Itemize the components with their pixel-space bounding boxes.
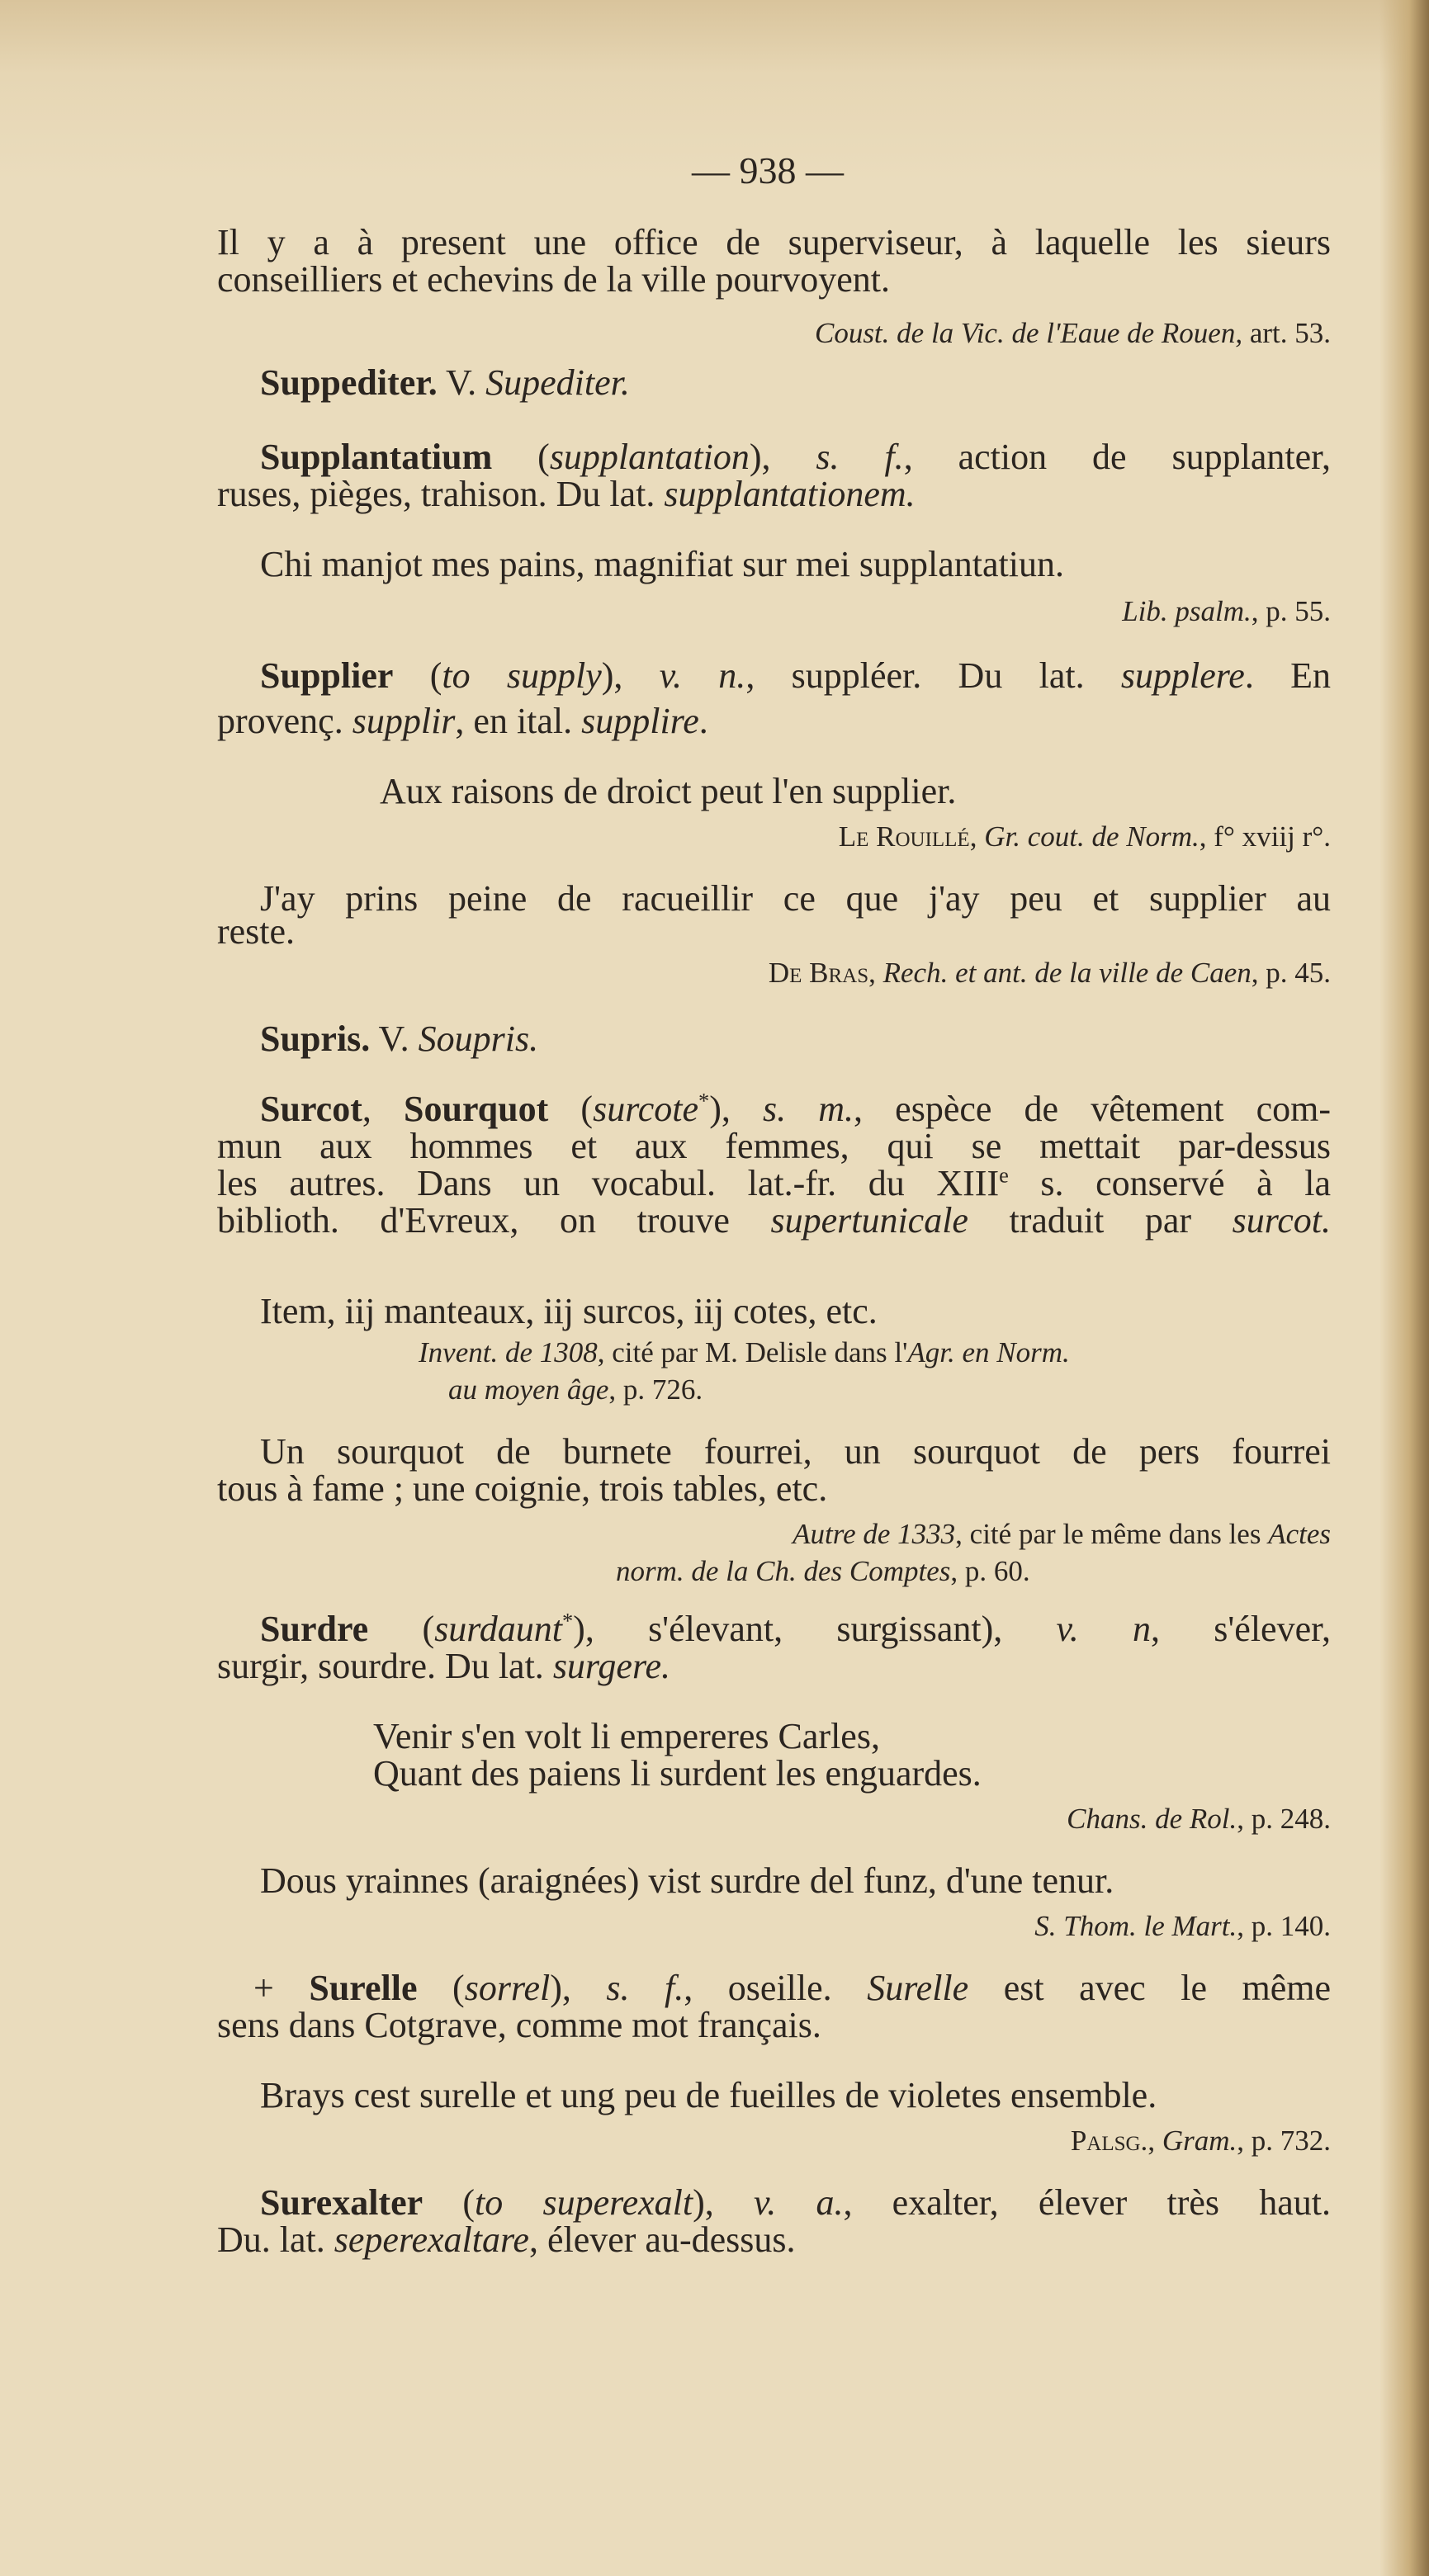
text: les autres. Dans un vocabul. lat.-fr. du XIII bbox=[217, 1163, 1000, 1203]
citation-source: Gram. bbox=[1162, 2125, 1237, 2157]
citation-source: Gr. cout. de Norm. bbox=[984, 820, 1200, 853]
text: , en ital. bbox=[455, 701, 582, 741]
citation bbox=[769, 952, 1331, 995]
text: , bbox=[969, 820, 985, 853]
text-line bbox=[217, 473, 1331, 516]
text: ( bbox=[492, 437, 550, 477]
headword: Supplantatium bbox=[260, 437, 493, 477]
citation bbox=[815, 312, 1331, 355]
text: , p. 45. bbox=[1251, 957, 1331, 989]
citation bbox=[1122, 590, 1331, 633]
text: ( bbox=[423, 2182, 476, 2223]
text: est avec le même bbox=[968, 1968, 1332, 2008]
text: V. bbox=[437, 362, 486, 403]
text: Un sourquot de burnete fourrei, un sourquot de pers fourrei bbox=[260, 1431, 1331, 1472]
text: s. conservé à la bbox=[1008, 1163, 1331, 1203]
text-line bbox=[217, 700, 1331, 743]
quotation bbox=[260, 1290, 878, 1333]
page-binding-shadow bbox=[1379, 0, 1429, 2576]
text: tous à fame ; une coignie, trois tables, etc. bbox=[217, 1468, 828, 1509]
text-line bbox=[217, 1645, 1331, 1688]
etymon: supplere bbox=[1120, 655, 1245, 696]
headword: Sourquot bbox=[404, 1089, 549, 1129]
text: . En bbox=[1244, 655, 1332, 696]
text: , bbox=[1147, 2125, 1162, 2157]
citation-source: au moyen âge bbox=[448, 1373, 609, 1406]
text: Il y a à present une office de superviseur, à laquelle les sieurs bbox=[217, 222, 1331, 262]
headword: Suppediter. bbox=[260, 362, 438, 403]
text: sens dans Cotgrave, comme mot français. bbox=[217, 2005, 821, 2045]
text: Brays cest surelle et ung peu de fueilles de violetes ensemble. bbox=[260, 2075, 1157, 2115]
author: Palsg. bbox=[1070, 2125, 1148, 2157]
text: ), s'élevant, surgissant), bbox=[573, 1609, 1057, 1649]
text: , espèce de vêtement com- bbox=[854, 1089, 1332, 1129]
grammar: s. m. bbox=[762, 1089, 854, 1129]
etymon: surdaunt bbox=[434, 1609, 562, 1649]
text: Venir s'en volt li empereres Carles, bbox=[373, 1716, 880, 1756]
grammar: s. f. bbox=[816, 437, 904, 477]
quotation bbox=[380, 770, 956, 813]
text: , bbox=[362, 1089, 404, 1129]
entry-supplier bbox=[260, 655, 1331, 697]
text: ( bbox=[393, 655, 442, 696]
etymon: supplantationem. bbox=[664, 474, 916, 514]
grammar: v. n bbox=[1056, 1609, 1152, 1649]
text: , f° xviij r°. bbox=[1199, 820, 1331, 853]
text: biblioth. d'Evreux, on trouve bbox=[217, 1200, 771, 1241]
headword: Surelle bbox=[309, 1968, 418, 2008]
text: ), bbox=[749, 437, 816, 477]
citation-source: norm. de la Ch. des Comptes bbox=[616, 1555, 951, 1587]
text: , p. 140. bbox=[1237, 1910, 1331, 1942]
citation-source: Rech. et ant. de la ville de Caen bbox=[882, 957, 1252, 989]
term: supertunicale bbox=[770, 1200, 968, 1241]
text: ), bbox=[550, 1968, 607, 2008]
text: V. bbox=[370, 1019, 419, 1059]
text: traduit par bbox=[968, 1200, 1233, 1241]
text: ), bbox=[601, 655, 660, 696]
citation-source: Lib. psalm. bbox=[1122, 595, 1252, 627]
text: , oseille. bbox=[684, 1968, 868, 2008]
term: surcot. bbox=[1232, 1200, 1331, 1241]
text: provenç. bbox=[217, 701, 353, 741]
citation bbox=[616, 1550, 1030, 1593]
text: Aux raisons de droict peut l'en supplier. bbox=[380, 771, 957, 811]
etymon: supplantation bbox=[549, 437, 750, 477]
etymon: supplir bbox=[352, 701, 456, 741]
text: , cité par M. Delisle dans l' bbox=[597, 1336, 908, 1368]
citation-source: Coust. de la Vic. de l'Eaue de Rouen, bbox=[814, 317, 1243, 349]
text: . bbox=[698, 701, 708, 741]
text: Du. lat. bbox=[217, 2219, 334, 2260]
text: , suppléer. Du lat. bbox=[745, 655, 1121, 696]
text: ), bbox=[693, 2182, 754, 2223]
text: , s'élever, bbox=[1151, 1609, 1332, 1649]
text: Chi manjot mes pains, magnifiat sur mei supplantatiun. bbox=[260, 544, 1064, 584]
citation-source: Chans. de Rol. bbox=[1067, 1803, 1237, 1835]
citation bbox=[1071, 2120, 1331, 2162]
superscript: e bbox=[999, 1162, 1009, 1188]
text: J'ay prins peine de racueillir ce que j'ay peu et supplier au bbox=[260, 878, 1331, 919]
text: Item, iij manteaux, iij surcos, iij cotes, etc. bbox=[260, 1291, 878, 1331]
etymon: sorrel bbox=[464, 1968, 551, 2008]
text: , exalter, élever très haut. bbox=[843, 2182, 1332, 2223]
text-line bbox=[217, 1199, 1331, 1242]
text: reste. bbox=[217, 911, 296, 952]
text: , action de supplanter, bbox=[903, 437, 1331, 477]
text: Dous yrainnes (araignées) vist surdre del funz, d'une tenur. bbox=[260, 1860, 1114, 1901]
etymon: surgere. bbox=[552, 1646, 670, 1686]
etymon: seperexaltare bbox=[334, 2219, 529, 2260]
citation-source: Autre de 1333 bbox=[793, 1518, 956, 1550]
text-line bbox=[217, 2219, 1331, 2262]
text: mun aux hommes et aux femmes, qui se mettait par-dessus bbox=[217, 1126, 1331, 1166]
etymon: supplire bbox=[581, 701, 699, 741]
citation bbox=[1034, 1905, 1331, 1948]
citation-source: Actes bbox=[1268, 1518, 1331, 1550]
quotation bbox=[260, 1860, 1114, 1902]
cross-reference: Supediter. bbox=[485, 362, 630, 403]
text: ), bbox=[709, 1089, 763, 1129]
quotation bbox=[260, 2074, 1157, 2117]
author: De Bras bbox=[768, 957, 869, 989]
text: ( bbox=[368, 1609, 435, 1649]
citation-source: Invent. de 1308 bbox=[419, 1336, 598, 1368]
citation bbox=[839, 815, 1331, 858]
text: , élever au-dessus. bbox=[528, 2219, 796, 2260]
text: art. 53. bbox=[1242, 317, 1331, 349]
page-number: — 938 — bbox=[692, 149, 844, 191]
citation-source: S. Thom. le Mart. bbox=[1034, 1910, 1237, 1942]
entry-suppediter bbox=[260, 362, 630, 404]
headword: Surdre bbox=[260, 1609, 369, 1649]
text: conseilliers et echevins de la ville pourvoyent. bbox=[217, 259, 890, 300]
quotation bbox=[217, 1468, 1331, 1510]
plus-mark: + bbox=[253, 1968, 310, 2008]
cross-reference: Soupris. bbox=[418, 1019, 539, 1059]
text: ruses, pièges, trahison. Du lat. bbox=[217, 474, 665, 514]
text: , p. 732. bbox=[1237, 2125, 1331, 2157]
text: , cité par le même dans les bbox=[955, 1518, 1269, 1550]
text: , p. 248. bbox=[1237, 1803, 1331, 1835]
grammar: s. f. bbox=[606, 1968, 684, 2008]
grammar: v. a. bbox=[753, 2182, 844, 2223]
entry-supris bbox=[260, 1018, 538, 1061]
text: Quant des paiens li surdent les enguardes. bbox=[373, 1753, 982, 1794]
quotation bbox=[217, 910, 1331, 953]
text: , p. 726. bbox=[608, 1373, 703, 1406]
asterisk: * bbox=[561, 1608, 574, 1633]
citation-source: Agr. en Norm. bbox=[907, 1336, 1070, 1368]
grammar: v. n. bbox=[659, 655, 746, 696]
text: ( bbox=[548, 1089, 594, 1129]
headword: Surcot bbox=[260, 1089, 362, 1129]
etymon: surcote bbox=[593, 1089, 698, 1129]
text: , p. 60. bbox=[950, 1555, 1030, 1587]
author: Le Rouillé bbox=[838, 820, 970, 853]
text: , p. 55. bbox=[1251, 595, 1331, 627]
text: , bbox=[868, 957, 883, 989]
quotation bbox=[260, 543, 1064, 586]
text-line bbox=[217, 258, 1331, 301]
headword: Supris. bbox=[260, 1019, 371, 1059]
quotation bbox=[373, 1752, 982, 1795]
citation bbox=[448, 1368, 703, 1411]
headword: Supplier bbox=[260, 655, 394, 696]
text: surgir, sourdre. Du lat. bbox=[217, 1646, 553, 1686]
term: Surelle bbox=[867, 1968, 969, 2008]
etymon: to supply bbox=[442, 655, 602, 696]
text-line bbox=[217, 2004, 1331, 2047]
asterisk: * bbox=[698, 1088, 710, 1113]
text: ( bbox=[417, 1968, 465, 2008]
headword: Surexalter bbox=[260, 2182, 423, 2223]
etymon: to superexalt bbox=[475, 2182, 693, 2223]
citation bbox=[1067, 1798, 1331, 1841]
